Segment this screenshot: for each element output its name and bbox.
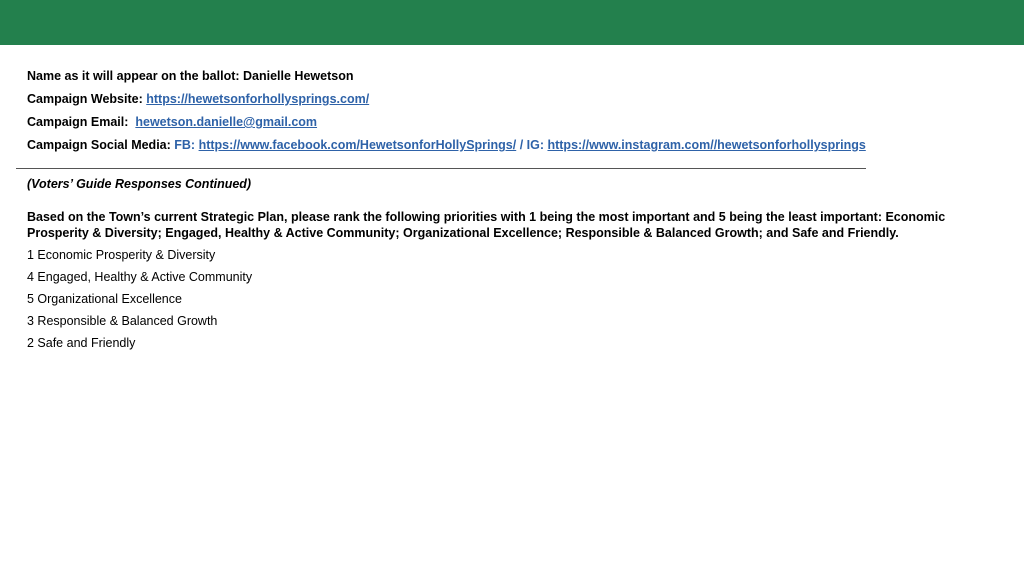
instagram-prefix: / IG:	[516, 138, 548, 152]
answer-item: 3 Responsible & Balanced Growth	[27, 314, 218, 328]
header-bar	[0, 0, 1024, 45]
campaign-website-link[interactable]: https://hewetsonforhollysprings.com/	[146, 92, 370, 106]
campaign-email-link[interactable]: hewetson.danielle@gmail.com	[135, 115, 318, 129]
campaign-website-row	[27, 92, 987, 107]
ballot-name: Name as it will appear on the ballot: Danielle Hewetson	[27, 69, 354, 83]
answer-list	[27, 248, 252, 358]
instagram-link[interactable]: https://www.instagram.com//hewetsonforhollysprings	[547, 138, 866, 152]
campaign-email-label: Campaign Email:	[27, 115, 136, 129]
answer-item: 5 Organizational Excellence	[27, 292, 182, 306]
answer-item: 2 Safe and Friendly	[27, 336, 136, 350]
candidate-info	[27, 69, 987, 161]
campaign-social-row	[27, 138, 987, 153]
section-divider	[16, 168, 866, 169]
campaign-website-label: Campaign Website:	[27, 92, 147, 106]
answer-item: 4 Engaged, Healthy & Active Community	[27, 270, 253, 284]
facebook-link[interactable]: https://www.facebook.com/HewetsonforHollySprings/	[198, 138, 517, 152]
answer-item: 1 Economic Prosperity & Diversity	[27, 248, 216, 262]
facebook-prefix: FB:	[174, 138, 199, 152]
campaign-email-row	[27, 115, 987, 130]
question-text: Based on the Town’s current Strategic Plan, please rank the following priorities with 1 being the most important and 5 being the least important: Economic Prosperity & Diversity; Engaged, Healthy & Active Community; Organizational Excellence; Responsible & Balanced Growth; and Safe and Friendly.	[27, 210, 946, 240]
campaign-social-label: Campaign Social Media:	[27, 138, 175, 152]
section-title: (Voters’ Guide Responses Continued)	[27, 177, 252, 191]
